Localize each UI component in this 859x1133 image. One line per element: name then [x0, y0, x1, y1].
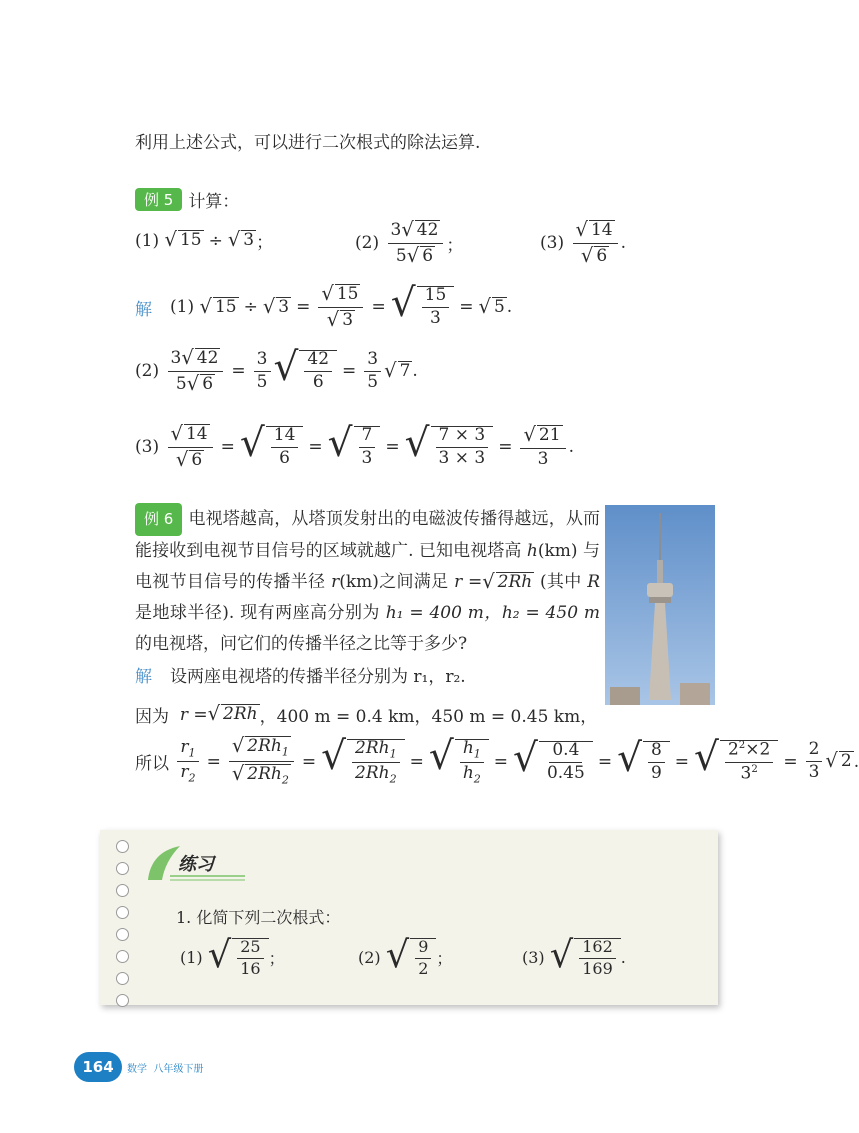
example-5-solution-3: (3) √ 14 √ 6 = √ $\frac{14}{6}$ = √ $\frac{7}{3}$ = √ $\frac{7 \times 3}{3 \times 3}$ = √ 21 3 .	[135, 421, 574, 471]
binder-hole-icon	[116, 884, 129, 897]
binder-hole-icon	[116, 862, 129, 875]
tv-tower-photo	[605, 505, 715, 705]
example-6-solution-3: 所以 $\frac{r_1}{r_2}$ = √ $2Rh_1$ √ $2Rh_2$ = √ $\frac{2Rh_1}{2Rh_2}$ = √ $\frac{h_1}{h_2}$ = √ $\frac{0.4}{0.45}$ = √ $\frac{8}{9}$ = √ $\frac{2^2\times 2}{3^2}$ = $\frac{2}{3}$ √ 2 .	[135, 733, 859, 787]
solution-marker: 解	[135, 299, 152, 320]
sqrt-expr: √ 15	[164, 228, 202, 252]
example-5-solution-2: (2) 3 √ 42 5 √ 6 = $\frac{3}{5}$ √ $\frac{42}{6}$ = $\frac{3}{5}$ √ 7 .	[135, 345, 418, 395]
binder-hole-icon	[116, 994, 129, 1007]
example-5-header	[135, 187, 239, 212]
solution-marker: 解	[135, 667, 152, 687]
example-5-solution-1: 解 (1) √ 15 ÷ √ 3 = √ 15 √ 3 = √ $\frac{15}{3}$ = √ 5 .	[135, 281, 513, 331]
exercise-question-1: 1. 化简下列二次根式：	[176, 908, 341, 927]
binder-hole-icon	[116, 972, 129, 985]
binder-hole-icon	[116, 950, 129, 963]
footer-subject: 数学 八年级下册	[127, 1064, 204, 1075]
example-5-problem-1: (1) √ 15 ÷ √ 3 ；	[135, 228, 274, 253]
example-6-problem: 例 6 电视塔越高，从塔顶发射出的电磁波传播得越远，从而能接收到电视节目信号的区域就越广. 已知电视塔高 h(km) 与电视节目信号的传播半径 r(km)之间满足 r = √ 2Rh (其中 R 是地球半径). 现有两座高分别为 h₁ = 400 m，h₂ = 450 m 的电视塔，问它们的传播半径之比等于多少?	[135, 503, 600, 660]
example-6-tag: 例 6	[135, 503, 182, 536]
example-5-problem-3: (3) √ 14 √ 6 .	[540, 218, 626, 267]
exercise-item-3: (3) √ $\frac{162}{169}$ .	[522, 933, 626, 978]
example-6-solution-2: 因为 r = √ 2Rh ，400 m = 0.4 km，450 m = 0.45 km，	[135, 702, 598, 727]
exercise-title: 练习	[178, 854, 214, 875]
binder-hole-icon	[116, 840, 129, 853]
page-number: 164	[74, 1052, 122, 1082]
exercise-item-1: (1) √ $\frac{25}{16}$ ；	[180, 933, 285, 978]
binder-hole-icon	[116, 928, 129, 941]
exercise-item-2: (2) √ $\frac{9}{2}$ ；	[358, 933, 453, 978]
example-6-solution-1: 解 设两座电视塔的传播半径分别为 r₁，r₂.	[135, 662, 466, 687]
example-5-tag: 例 5	[135, 188, 182, 211]
binder-hole-icon	[116, 906, 129, 919]
example-5-title: 计算：	[188, 192, 240, 212]
intro-text: 利用上述公式，可以进行二次根式的除法运算.	[135, 133, 481, 153]
example-5-problem-2: (2) 3 √ 42 5 √ 6 ；	[355, 218, 464, 267]
